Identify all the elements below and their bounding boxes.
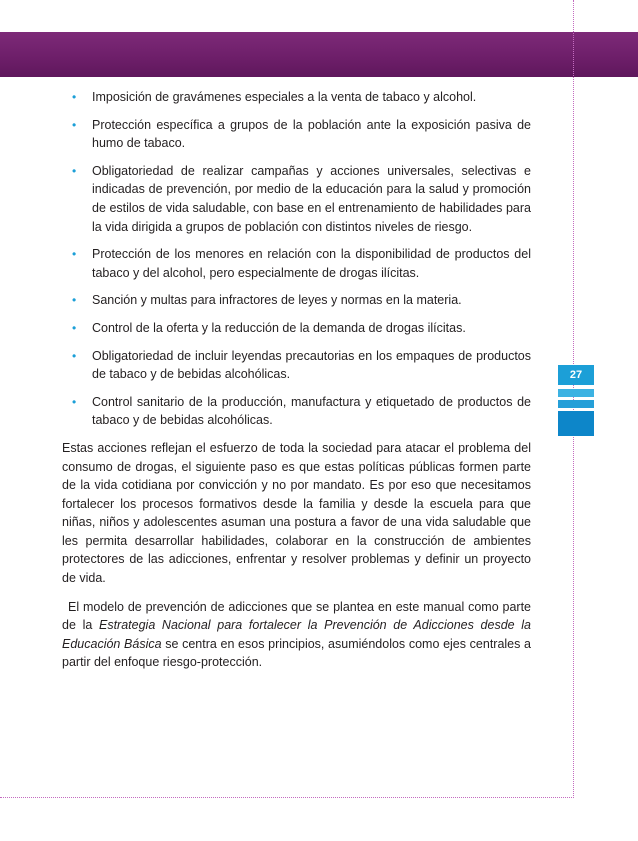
list-item-text: Imposición de gravámenes especiales a la venta de tabaco y alcohol. xyxy=(92,90,477,104)
strategy-title: Estrategia Nacional para fortalecer la Prevención de Adicciones desde la Educación Básica xyxy=(62,618,531,651)
paragraph-2-end: se centra en esos principios, asumiéndolos como ejes centrales a partir del enfoque riesgo-protección. xyxy=(62,636,531,670)
list-item xyxy=(62,88,531,107)
list-item-text: Control sanitario de la producción, manufactura y etiquetado de productos de tabaco y de bebidas alcohólicas. xyxy=(92,394,531,428)
list-item-text: Obligatoriedad de incluir leyendas precautorias en los empaques de productos de tabaco y de bebidas alcohólicas. xyxy=(92,348,531,382)
list-item-text: Sanción y multas para infractores de leyes y normas en la materia. xyxy=(92,293,462,308)
decorative-bar-1 xyxy=(558,389,594,397)
body-paragraph-1: Estas acciones reflejan el esfuerzo de toda la sociedad para atacar el problema del consumo de drogas, el siguiente paso es que estas políticas públicas formen parte de la vida cotidiana por convicción y no por mandato. Es por eso que necesitamos fortalecer los procesos formativos desde la familia y desde la escuela para que niñas, niños y adolescentes asuman una postura a favor de una vida saludable que les permita desarrollar habilidades, colaborar en la construcción de ambientes protectores de las adicciones, enfrentar y resolver problemas y definir un proyecto de vida. xyxy=(62,440,531,586)
paragraph-2-start: El modelo de prevención de adicciones que se plantea en este manual como parte de la xyxy=(62,599,531,633)
bullet-icon: • xyxy=(72,163,77,178)
bullet-icon: • xyxy=(72,293,77,308)
list-item xyxy=(62,116,531,153)
list-item xyxy=(62,319,531,338)
bullet-icon: • xyxy=(72,90,77,104)
bullet-icon: • xyxy=(72,320,77,335)
decorative-bar-2 xyxy=(558,400,594,408)
list-item xyxy=(62,393,531,430)
dotted-horizontal-border xyxy=(0,797,574,798)
bullet-icon: • xyxy=(72,348,77,363)
bullet-icon: • xyxy=(72,394,77,409)
page-number-tab xyxy=(558,365,594,385)
dotted-vertical-border xyxy=(573,0,574,798)
main-content xyxy=(62,88,531,682)
bullet-icon: • xyxy=(72,117,77,132)
list-item-text: Obligatoriedad de realizar campañas y acciones universales, selectivas e indicadas de prevención, por medio de la educación para la salud y promoción de estilos de vida saludable, con base en el entrenamiento de habilidades para la vida dirigida a grupos de población con distintos niveles de riesgo. xyxy=(92,163,531,234)
list-item xyxy=(62,245,531,282)
list-item xyxy=(62,347,531,384)
list-item xyxy=(62,291,531,310)
page-number: 27 xyxy=(569,369,583,381)
list-item xyxy=(62,162,531,236)
bullet-icon: • xyxy=(72,247,77,262)
bullet-list xyxy=(62,88,531,430)
list-item-text: Protección específica a grupos de la población ante la exposición pasiva de humo de tabaco. xyxy=(92,117,531,151)
list-item-text: Control de la oferta y la reducción de la demanda de drogas ilícitas. xyxy=(92,320,466,335)
header-band xyxy=(0,32,638,77)
decorative-bar-3 xyxy=(558,411,594,436)
list-item-text: Protección de los menores en relación con la disponibilidad de productos del tabaco y del alcohol, pero especialmente de drogas ilícitas. xyxy=(92,247,531,280)
body-paragraph-2 xyxy=(62,598,531,672)
